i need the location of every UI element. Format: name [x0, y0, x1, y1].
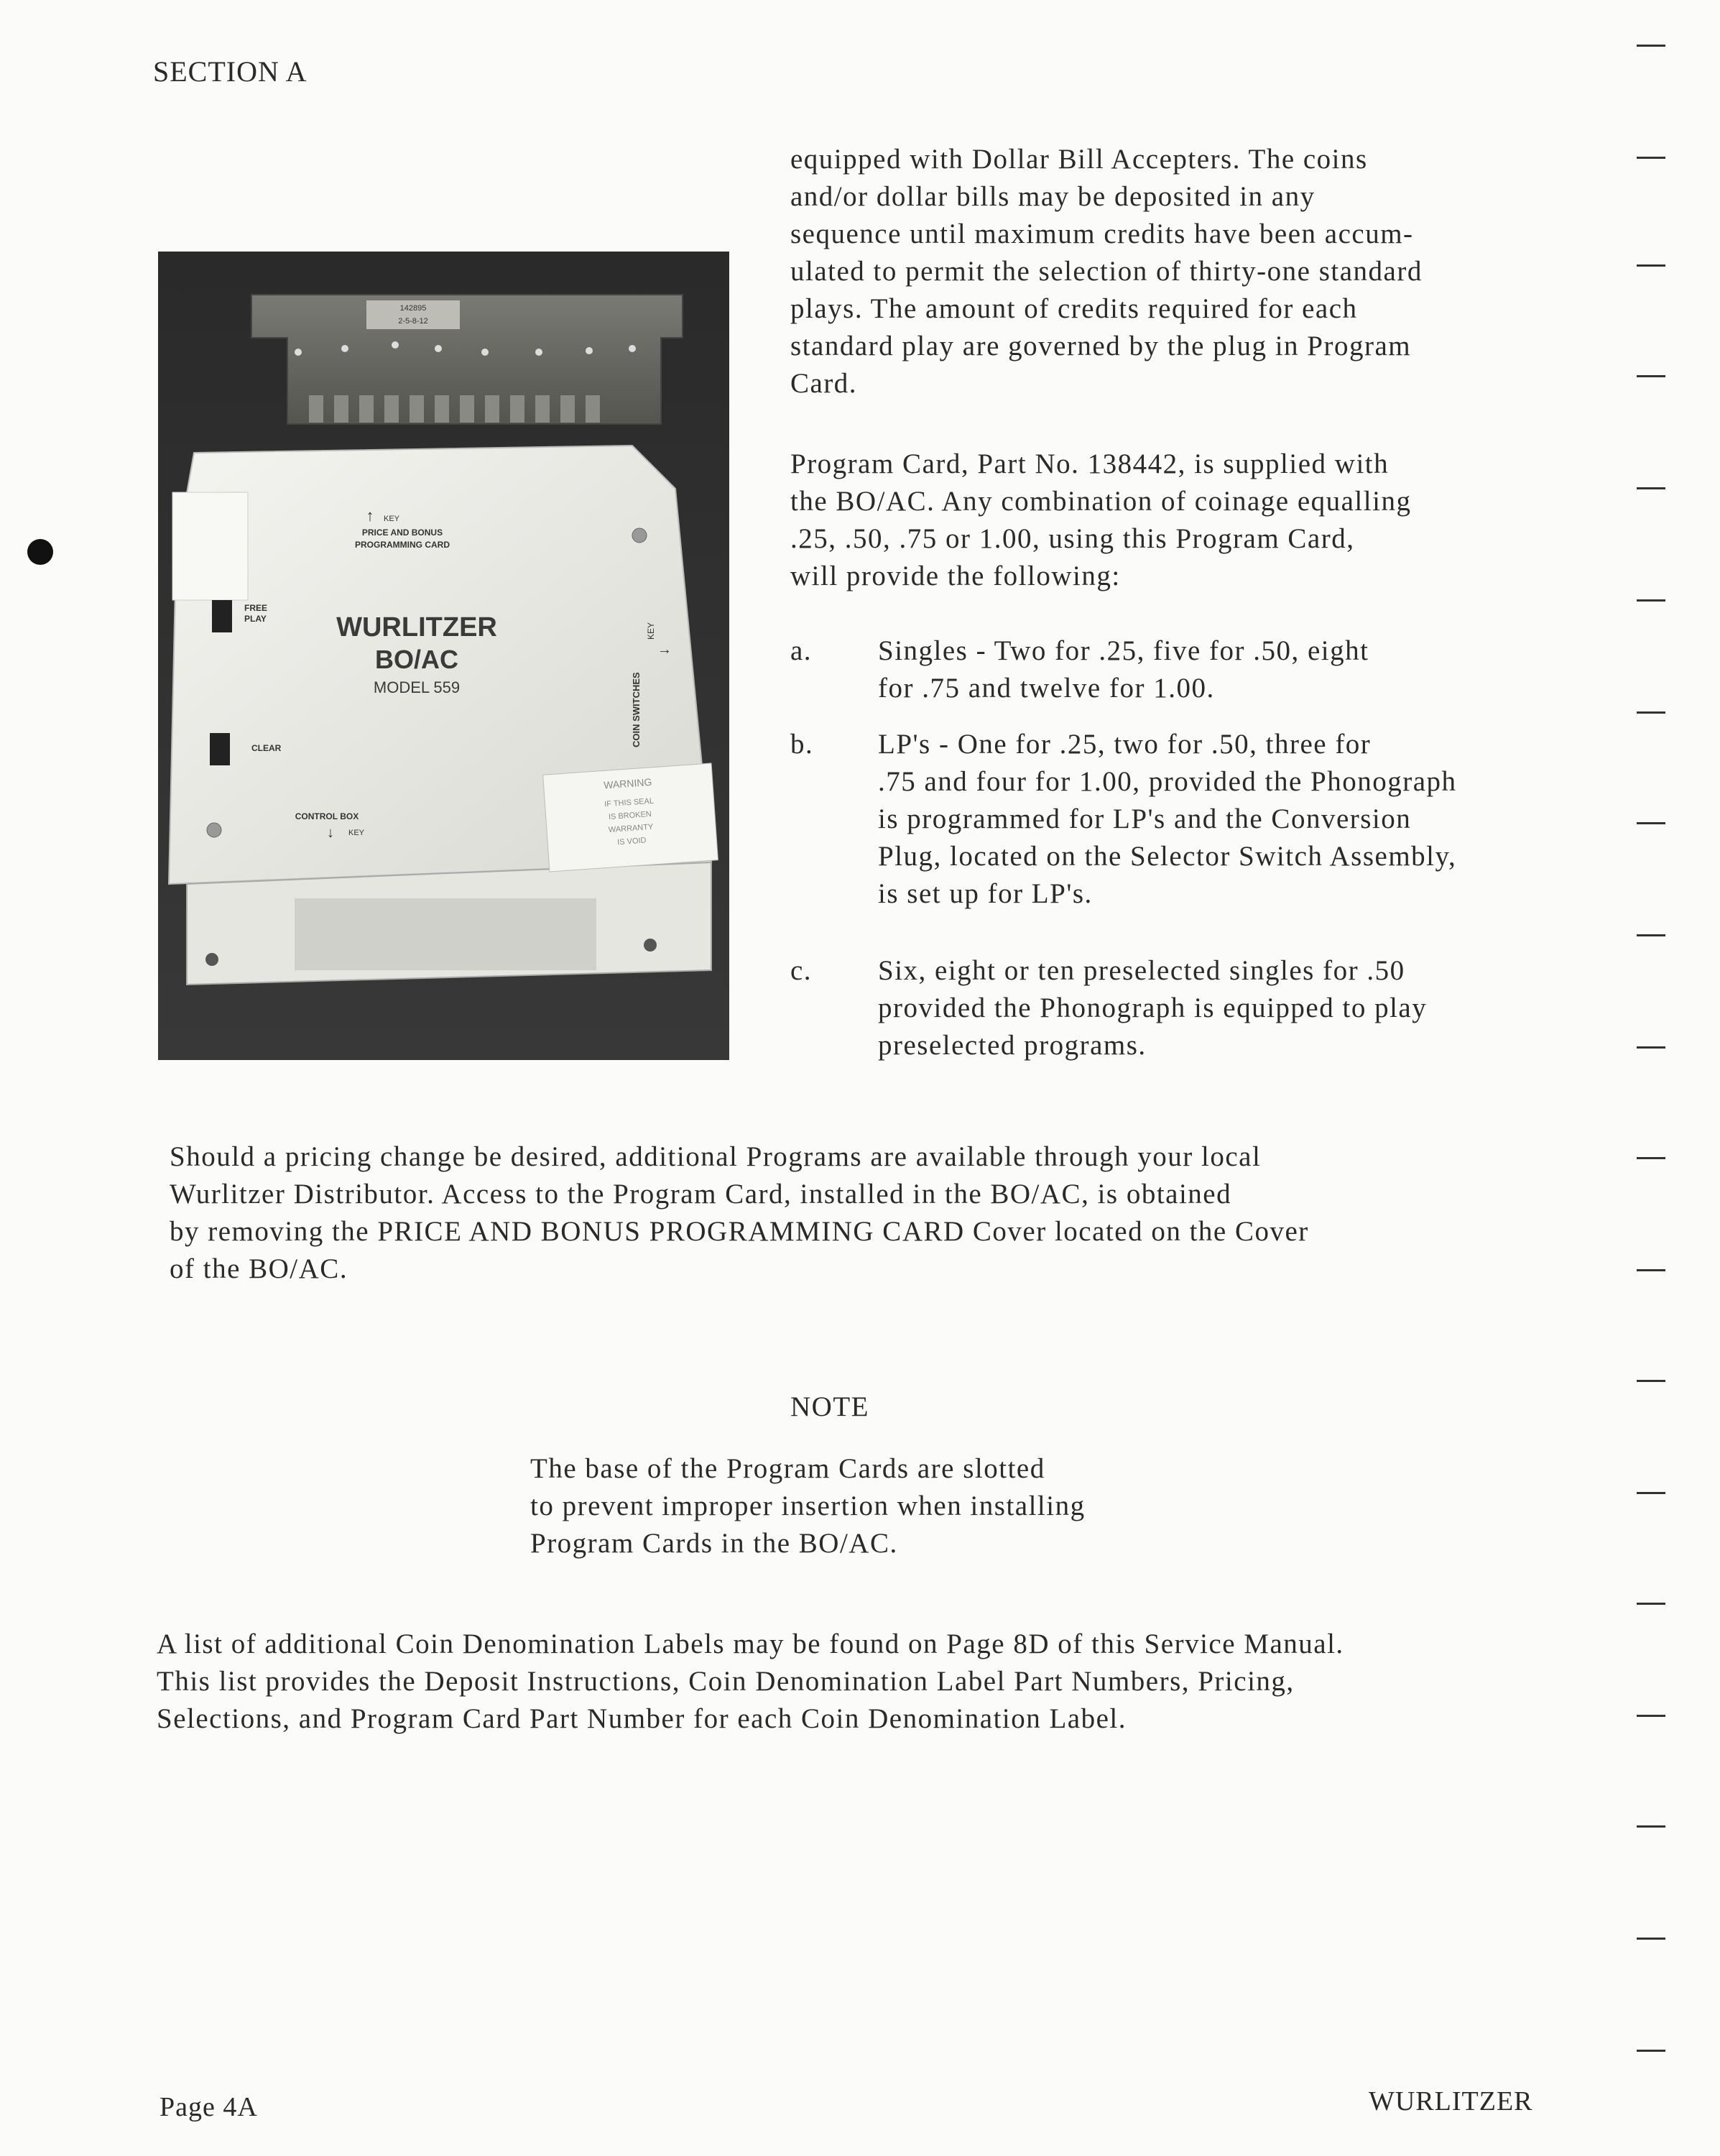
warning-line: WARRANTY — [608, 822, 654, 835]
text-line: provided the Phonograph is equipped to play — [878, 992, 1428, 1023]
margin-tick — [1637, 1492, 1665, 1494]
program-card-paragraph — [790, 446, 1595, 595]
margin-tick — [1637, 711, 1665, 714]
pricing-paragraph — [170, 1138, 1535, 1288]
text-line: Card. — [790, 368, 858, 399]
programming-card-label: PROGRAMMING CARD — [355, 540, 450, 550]
margin-tick — [1637, 599, 1665, 602]
page-number: Page 4A — [159, 2092, 258, 2122]
margin-tick — [1637, 1715, 1665, 1717]
margin-tick — [1637, 487, 1665, 489]
warning-line: IF THIS SEAL — [604, 796, 655, 809]
list-marker: c. — [790, 955, 813, 986]
text-line: preselected programs. — [878, 1030, 1147, 1061]
text-line: of the BO/AC. — [170, 1253, 348, 1284]
binder-hole-dot — [27, 539, 53, 565]
margin-tick — [1637, 375, 1665, 377]
card-code-label: 2-5-8-12 — [398, 317, 428, 326]
price-key-label: KEY — [383, 515, 400, 523]
clear-label: CLEAR — [251, 743, 282, 753]
price-bonus-label: PRICE AND BONUS — [361, 528, 443, 538]
free-play-label-2: PLAY — [244, 614, 267, 624]
model-code: BO/AC — [375, 645, 458, 674]
free-play-label-1: FREE — [244, 603, 268, 613]
text-line: the BO/AC. Any combination of coinage equalling — [790, 486, 1412, 517]
side-key-label: KEY — [646, 622, 656, 640]
text-line: .25, .50, .75 or 1.00, using this Program Card, — [790, 523, 1355, 554]
margin-tick — [1637, 1380, 1665, 1382]
list-item-b — [790, 726, 1595, 920]
card-number-label: 142895 — [399, 304, 427, 313]
margin-tick — [1637, 1269, 1665, 1271]
text-line: The base of the Program Cards are slotted — [530, 1453, 1045, 1484]
warning-line: IS BROKEN — [608, 809, 652, 822]
text-line: LP's - One for .25, two for .50, three for — [878, 729, 1372, 760]
bo-ac-control-box-photo — [158, 252, 729, 1060]
list-marker: a. — [790, 635, 813, 666]
brand-logo: WURLITZER — [336, 612, 497, 642]
text-line: to prevent improper insertion when installing — [530, 1491, 1086, 1521]
intro-paragraph — [790, 141, 1595, 402]
labels-paragraph — [157, 1626, 1594, 1738]
margin-tick — [1637, 1825, 1665, 1828]
text-line: Program Card, Part No. 138442, is supplied with — [790, 448, 1390, 479]
list-item-c — [790, 952, 1595, 1067]
margin-tick — [1637, 1603, 1665, 1605]
svg-text:↓: ↓ — [327, 825, 334, 841]
text-line: and/or dollar bills may be deposited in any — [790, 181, 1316, 212]
text-line: Six, eight or ten preselected singles for .50 — [878, 955, 1405, 986]
text-line: standard play are governed by the plug in Program — [790, 331, 1412, 361]
margin-tick — [1637, 157, 1665, 159]
text-line: ulated to permit the selection of thirty-one standard — [790, 256, 1423, 287]
text-line: Plug, located on the Selector Switch Assembly, — [878, 841, 1457, 872]
section-label: SECTION A — [153, 55, 308, 88]
text-line: A list of additional Coin Denomination Labels may be found on Page 8D of this Service Manual. — [157, 1628, 1344, 1659]
text-line: is set up for LP's. — [878, 878, 1093, 909]
note-title: NOTE — [790, 1391, 869, 1422]
text-line: Selections, and Program Card Part Number for each Coin Denomination Label. — [157, 1703, 1127, 1734]
text-line: equipped with Dollar Bill Accepters. The coins — [790, 144, 1368, 175]
control-box-label: CONTROL BOX — [295, 811, 359, 821]
margin-tick — [1637, 264, 1665, 267]
text-line: plays. The amount of credits required for each — [790, 293, 1358, 324]
margin-tick — [1637, 1157, 1665, 1159]
coin-switches-label: COIN SWITCHES — [631, 672, 642, 747]
margin-tick — [1637, 45, 1665, 47]
svg-text:↑: ↑ — [366, 507, 374, 525]
text-line: is programmed for LP's and the Conversion — [878, 803, 1412, 834]
warning-title: WARNING — [603, 775, 652, 791]
margin-tick — [1637, 822, 1665, 824]
list-item-a — [790, 632, 1595, 711]
control-key-label: KEY — [348, 829, 365, 837]
text-line: Should a pricing change be desired, additional Programs are available through your local — [170, 1141, 1262, 1172]
svg-text:→: → — [657, 642, 672, 658]
text-line: Program Cards in the BO/AC. — [530, 1528, 898, 1559]
model-number: MODEL 559 — [373, 678, 461, 696]
margin-tick — [1637, 1938, 1665, 1940]
text-line: sequence until maximum credits have been accum- — [790, 218, 1414, 249]
list-marker: b. — [790, 729, 814, 760]
margin-tick — [1637, 1046, 1665, 1049]
footer-brand: WURLITZER — [1369, 2086, 1533, 2116]
margin-tick — [1637, 2050, 1665, 2052]
text-line: .75 and four for 1.00, provided the Phonograph — [878, 766, 1457, 797]
text-line: by removing the PRICE AND BONUS PROGRAMMING CARD Cover located on the Cover — [170, 1216, 1309, 1247]
text-line: will provide the following: — [790, 561, 1121, 591]
margin-tick — [1637, 934, 1665, 936]
text-line: Wurlitzer Distributor. Access to the Program Card, installed in the BO/AC, is obtained — [170, 1179, 1232, 1210]
text-line: This list provides the Deposit Instructions, Coin Denomination Label Part Numbers, Pricing, — [157, 1666, 1295, 1697]
note-body — [530, 1450, 1321, 1562]
text-line: for .75 and twelve for 1.00. — [878, 673, 1215, 704]
text-line: Singles - Two for .25, five for .50, eight — [878, 635, 1369, 666]
warning-line: IS VOID — [616, 836, 647, 847]
